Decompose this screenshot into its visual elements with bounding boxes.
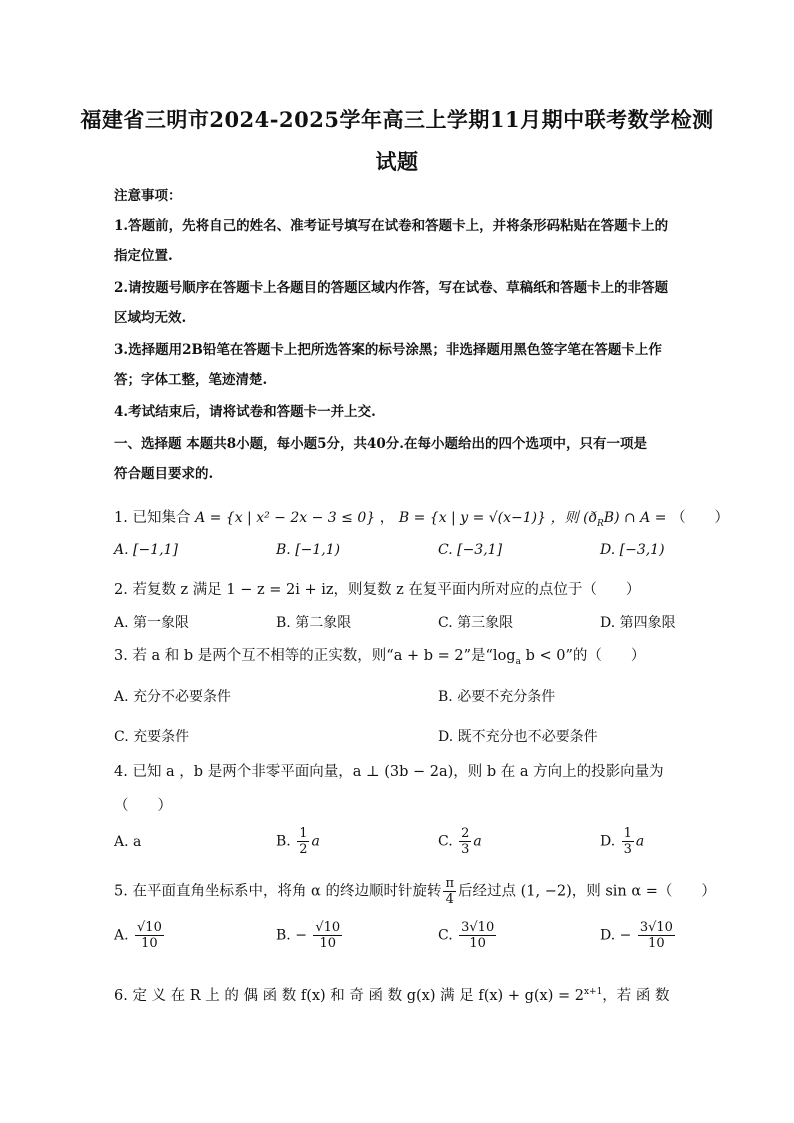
exam-title-continued: 试题 bbox=[375, 149, 419, 174]
question-4-paren: （ ） bbox=[114, 798, 172, 814]
q1-option-a: A. [−1,1] bbox=[114, 542, 178, 558]
q1-option-c: C. [−3,1] bbox=[438, 542, 503, 558]
notice-item-2: 2.请按题号顺序在答题卡上各题目的答题区域内作答，写在试卷、草稿纸和答题卡上的非答题 bbox=[114, 280, 669, 296]
notice-item-1: 1.答题前，先将自己的姓名、准考证号填写在试卷和答题卡上，并将条形码粘贴在答题卡上的 bbox=[114, 218, 669, 234]
question-6: 6. 定 义 在 R 上 的 偶 函 数 f(x) 和 奇 函 数 g(x) 满 足 $f(x) + g(x) = 2^{x+1}$，若 函 数 bbox=[114, 987, 670, 1004]
q2-option-a: A. 第一象限 bbox=[114, 615, 190, 631]
notice-item-3: 3.选择题用2B铅笔在答题卡上把所选答案的标号涂黑；非选择题用黑色签字笔在答题卡上作 bbox=[114, 342, 662, 358]
notice-item-1-cont: 指定位置. bbox=[114, 248, 173, 264]
section-1-heading-cont: 符合题目要求的. bbox=[114, 466, 214, 482]
question-3: 3. 若 a 和 b 是两个互不相等的正实数，则“a + b = 2”是“$\log_a$ b < 0”的（ ） bbox=[114, 648, 646, 667]
notice-item-3-cont: 答；字体工整，笔迹清楚. bbox=[114, 372, 268, 388]
q4-option-c: C. $\frac{2}{3}$ a bbox=[438, 826, 482, 857]
set-b: B = {x | y = √(x−1)} bbox=[398, 510, 547, 526]
question-5: 5. 在平面直角坐标系中，将角 α 的终边顺时针旋转 $\frac{\pi}{4}$ 后经过点 (1, −2)，则 sin α =（ ） bbox=[114, 876, 716, 907]
q4-option-b: B. $\frac{1}{2}$ a bbox=[276, 826, 320, 857]
q3-option-b: B. 必要不充分条件 bbox=[438, 689, 556, 705]
section-1-heading: 一、选择题 本题共8小题，每小题5分，共40分.在每小题给出的四个选项中，只有一项是 bbox=[114, 436, 647, 452]
notice-heading: 注意事项： bbox=[114, 188, 182, 204]
question-2: 2. 若复数 z 满足 1 − z = 2i + iz，则复数 z 在复平面内所对应的点位于（ ） bbox=[114, 582, 641, 598]
q1-option-d: D. [−3,1) bbox=[600, 542, 665, 558]
notice-item-4: 4.考试结束后，请将试卷和答题卡一并上交. bbox=[114, 404, 376, 420]
q2-option-b: B. 第二象限 bbox=[276, 615, 352, 631]
q1-option-b: B. [−1,1) bbox=[276, 542, 341, 558]
q5-option-a: A. $\frac{√10}{10}$ bbox=[114, 920, 162, 951]
q2-option-c: C. 第三象限 bbox=[438, 615, 514, 631]
q5-option-d: D. − $\frac{3√10}{10}$ bbox=[600, 920, 673, 951]
exam-title: 福建省三明市2024-2025学年高三上学期11月期中联考数学检测 bbox=[80, 107, 714, 132]
question-1-stem: 1. 已知集合 bbox=[114, 510, 191, 526]
q5-option-b: B. − $\frac{√10}{10}$ bbox=[276, 920, 341, 951]
comma: ， bbox=[379, 510, 395, 526]
question-4: 4. 已知 a ，b 是两个非零平面向量，a ⊥ (3b − 2a)，则 b 在 a 方向上的投影向量为 bbox=[114, 764, 664, 780]
question-1 bbox=[114, 508, 730, 534]
set-a: A = {x | x² − 2x − 3 ≤ 0} bbox=[195, 510, 376, 526]
q5-option-c: C. $\frac{3√10}{10}$ bbox=[438, 920, 495, 951]
notice-item-2-cont: 区域均无效. bbox=[114, 310, 187, 326]
q4-option-d: D. $\frac{1}{3}$ a bbox=[600, 826, 645, 857]
q3-option-c: C. 充要条件 bbox=[114, 729, 190, 745]
q2-option-d: D. 第四象限 bbox=[600, 615, 676, 631]
complement-expression: ，则 $(ð_RB)$ ∩ A = bbox=[550, 510, 667, 529]
answer-paren: （ ） bbox=[671, 510, 730, 526]
q3-option-d: D. 既不充分也不必要条件 bbox=[438, 729, 598, 745]
q4-option-a: A. a bbox=[114, 834, 142, 850]
q3-option-a: A. 充分不必要条件 bbox=[114, 689, 232, 705]
